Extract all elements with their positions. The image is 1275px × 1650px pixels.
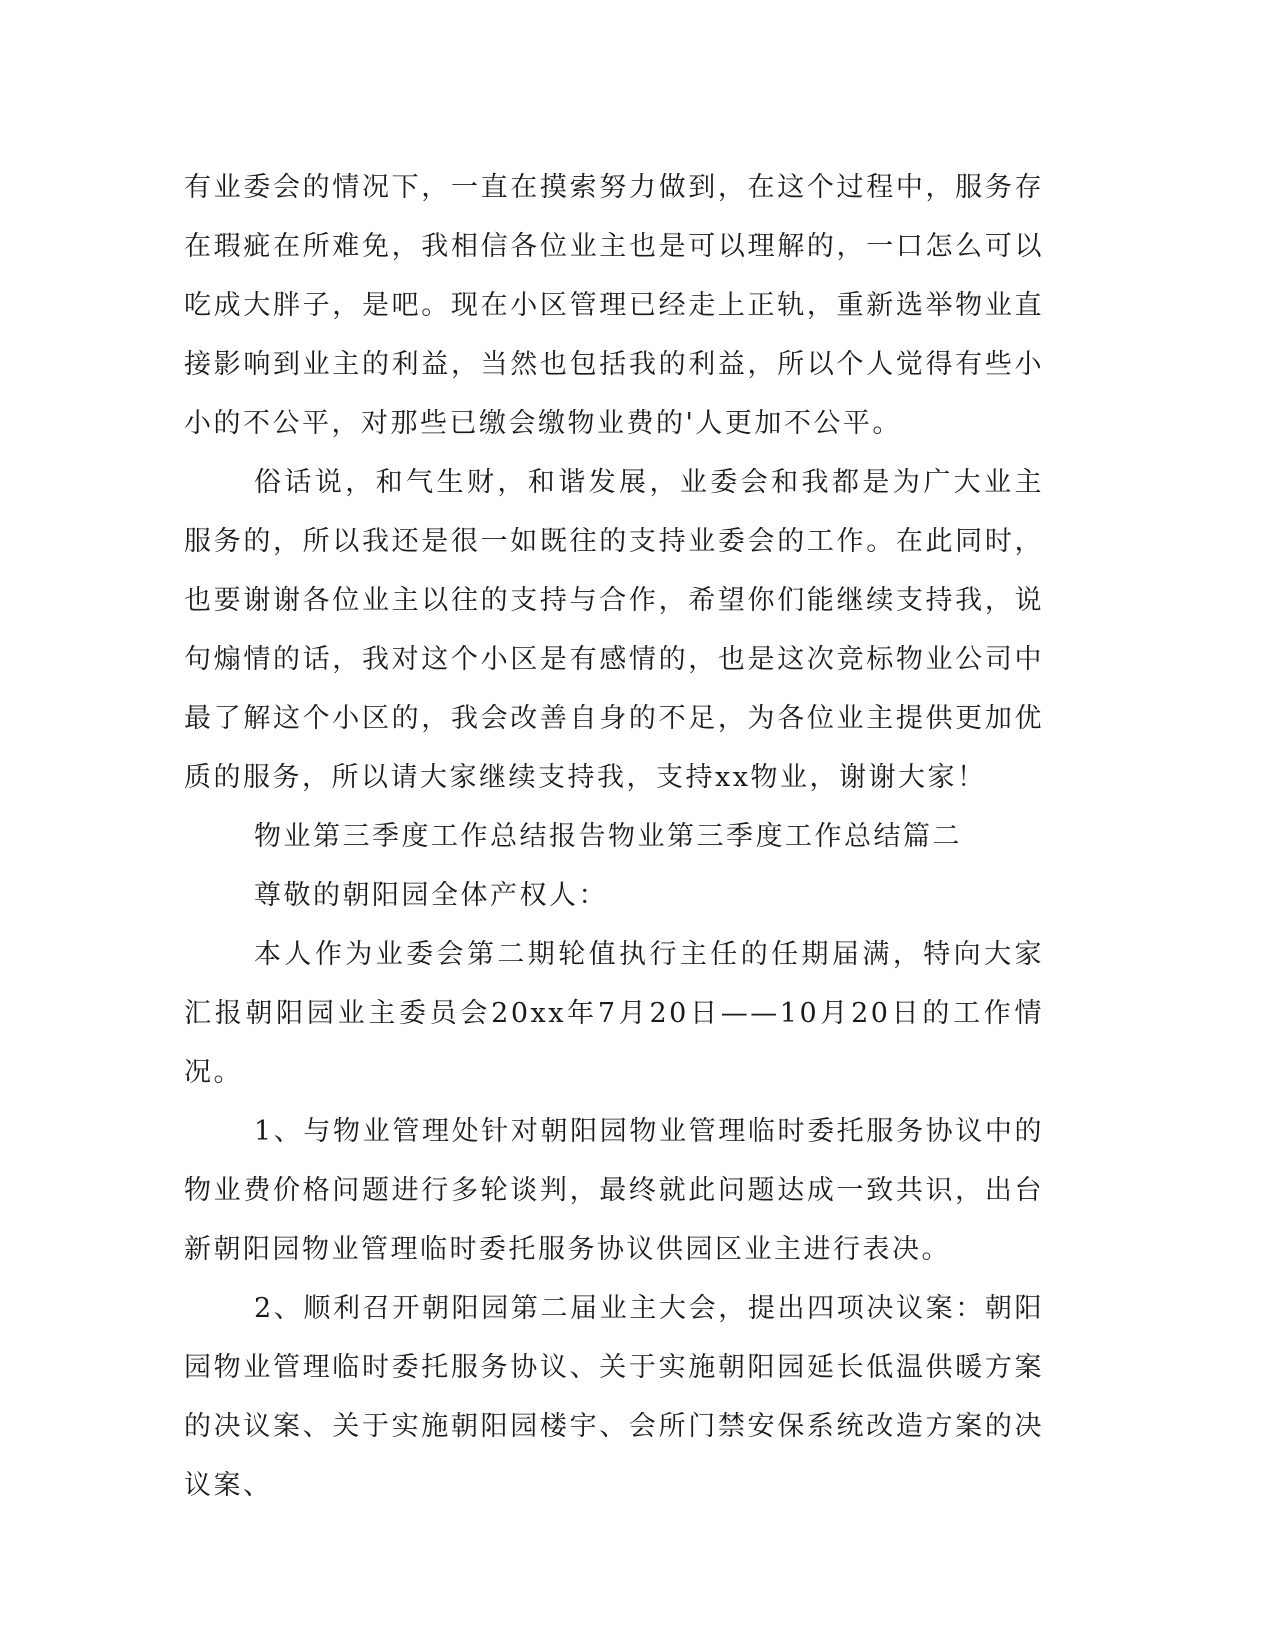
document-body <box>184 158 1044 1515</box>
list-item-2: 2、顺利召开朝阳园第二届业主大会，提出四项决议案：朝阳园物业管理临时委托服务协议、关于实施朝阳园延长低温供暖方案的决议案、关于实施朝阳园楼宇、会所门禁安保系统改造方案的决议案、 <box>184 1293 1044 1501</box>
paragraph-intro: 本人作为业委会第二期轮值执行主任的任期届满，特向大家汇报朝阳园业主委员会20xx年7月20日——10月20日的工作情况。 <box>184 939 1044 1088</box>
salutation: 尊敬的朝阳园全体产权人： <box>254 880 608 911</box>
paragraph-2: 俗话说，和气生财，和谐发展，业委会和我都是为广大业主服务的，所以我还是很一如既往的支持业委会的工作。在此同时，也要谢谢各位业主以往的支持与合作，希望你们能继续支持我，说句煽情的话，我对这个小区是有感情的，也是这次竞标物业公司中最了解这个小区的，我会改善自身的不足，为各位业主提供更加优质的服务，所以请大家继续支持我，支持xx物业，谢谢大家！ <box>184 467 1044 793</box>
list-item-1: 1、与物业管理处针对朝阳园物业管理临时委托服务协议中的物业费价格问题进行多轮谈判，最终就此问题达成一致共识，出台新朝阳园物业管理临时委托服务协议供园区业主进行表决。 <box>184 1116 1044 1265</box>
paragraph-1: 有业委会的情况下，一直在摸索努力做到，在这个过程中，服务存在瑕疵在所难免，我相信各位业主也是可以理解的，一口怎么可以吃成大胖子，是吧。现在小区管理已经走上正轨，重新选举物业直接影响到业主的利益，当然也包括我的利益，所以个人觉得有些小小的不公平，对那些已缴会缴物业费的'人更加不公平。 <box>184 172 1044 439</box>
section-heading: 物业第三季度工作总结报告物业第三季度工作总结篇二 <box>254 821 962 852</box>
